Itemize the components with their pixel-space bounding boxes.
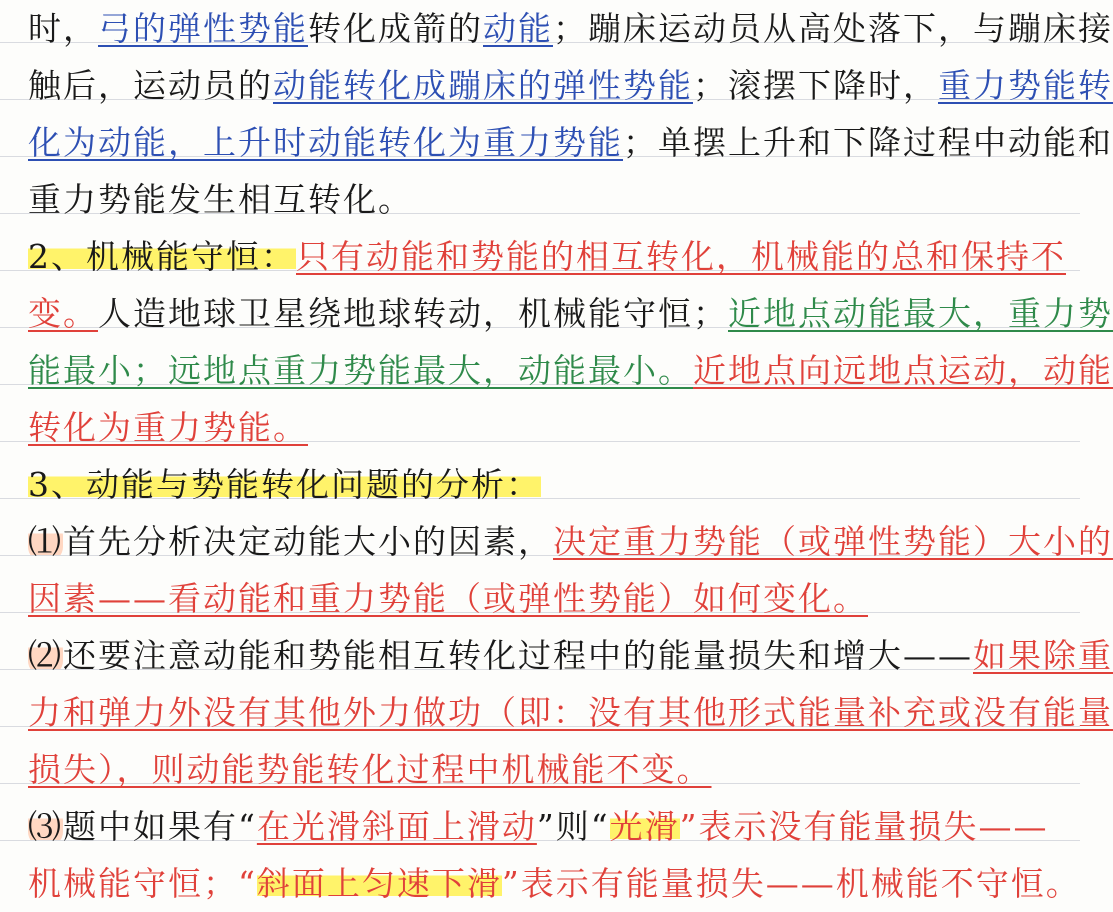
text-line	[28, 285, 1113, 342]
text-span: ”则“	[536, 807, 610, 846]
item-number-marker: ⑴	[28, 522, 63, 561]
item-number-marker: ⑵	[28, 636, 63, 675]
definition-text: 只有动能和势能的相互转化，机械能的总和保持不	[296, 237, 1066, 276]
red-note: 机械能守恒；“	[28, 864, 257, 903]
text-line	[28, 399, 308, 456]
text-line	[28, 342, 1113, 399]
highlighted-term: 重力势能转	[938, 66, 1113, 105]
item-number-marker: ⑶	[28, 807, 63, 846]
section-heading-line	[28, 228, 1066, 285]
highlighted-term: 弓的弹性势能	[98, 9, 308, 48]
highlighted-term: 光滑	[609, 807, 680, 846]
section-heading: 3、动能与势能转化问题的分析：	[28, 465, 541, 504]
highlighted-term: 动能	[483, 9, 553, 48]
text-span: ；蹦床运动员从高处落下，与蹦床接	[553, 9, 1113, 48]
text-line	[28, 513, 1113, 570]
text-span: 触后，运动员的	[28, 66, 273, 105]
text-span: ；滚摆下降时，	[693, 66, 938, 105]
text-line	[28, 741, 712, 798]
section-heading: 2、机械能守恒：	[28, 237, 296, 276]
highlighted-term: 斜面上匀速下滑	[256, 864, 502, 903]
highlighted-term: 化为动能，上升时动能转化为重力势能	[28, 123, 623, 162]
text-span: 首先分析决定动能大小的因素，	[63, 522, 553, 561]
definition-text: 变。	[28, 294, 98, 333]
text-span: 题中如果有“	[63, 807, 257, 846]
red-note: 力和弹力外没有其他外力做功（即：没有其他形式能量补充或没有能量	[28, 693, 1113, 732]
text-span: 人造地球卫星绕地球转动，机械能守恒；	[98, 294, 728, 333]
red-note: 因素——看动能和重力势能（或弹性势能）如何变化。	[28, 579, 868, 618]
text-span: 重力势能发生相互转化。	[28, 180, 413, 219]
red-note: 在光滑斜面上滑动	[256, 807, 537, 846]
text-line	[28, 627, 1113, 684]
text-span: 还要注意动能和势能相互转化过程中的能量损失和增大——	[63, 636, 973, 675]
red-note: 损失），则动能势能转化过程中机械能不变。	[28, 750, 712, 789]
text-span: 时，	[28, 9, 98, 48]
section-heading-line	[28, 456, 541, 513]
green-note: 能最小；远地点重力势能最大，动能最小。	[28, 351, 693, 390]
red-note: 近地点向远地点运动，动能	[693, 351, 1113, 390]
red-note: ”表示没有能量损失——	[679, 807, 1049, 846]
red-note: 如果除重	[973, 636, 1113, 675]
text-line	[28, 570, 868, 627]
red-note: ”表示有能量损失——机械能不守恒。	[501, 864, 1081, 903]
text-line	[28, 684, 1113, 741]
text-line	[28, 798, 1049, 855]
green-note: 近地点动能最大，重力势	[728, 294, 1113, 333]
highlighted-term: 动能转化成蹦床的弹性势能	[273, 66, 693, 105]
text-span: ；单摆上升和下降过程中动能和	[623, 123, 1113, 162]
text-line	[28, 114, 1113, 171]
text-line	[28, 57, 1113, 114]
text-span: 转化成箭的	[308, 9, 483, 48]
red-note: 转化为重力势能。	[28, 408, 308, 447]
text-line	[28, 0, 1113, 57]
text-line	[28, 855, 1081, 912]
text-line	[28, 171, 413, 228]
red-note: 决定重力势能（或弹性势能）大小的	[553, 522, 1113, 561]
